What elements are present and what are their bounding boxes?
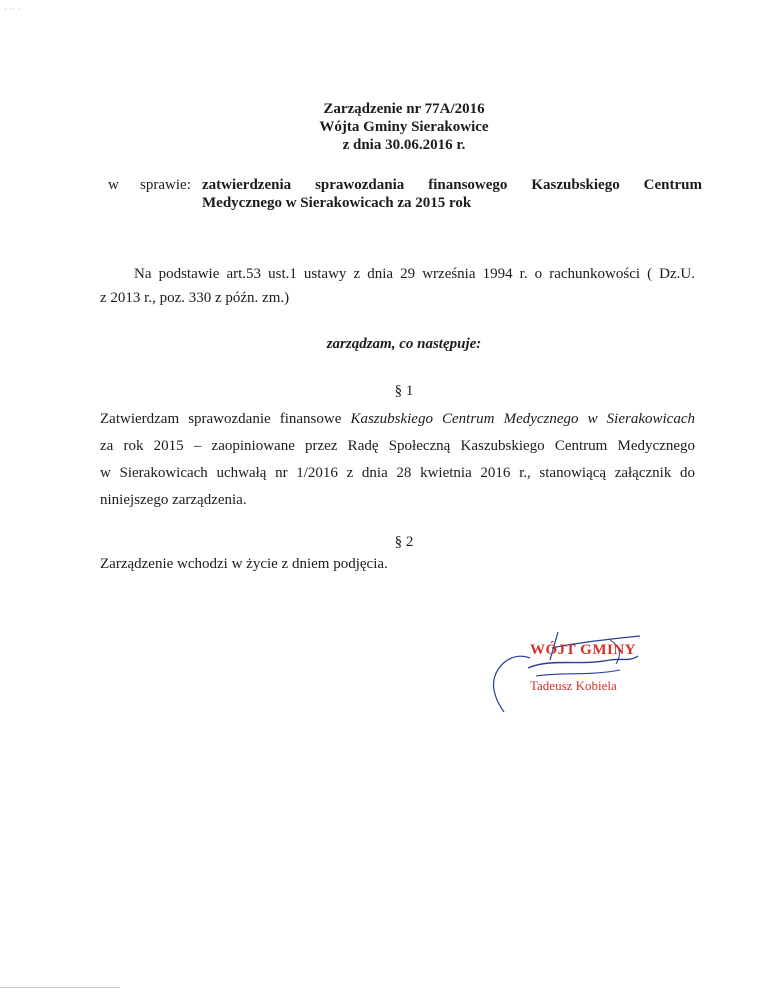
paragraph-1-line-1-text: Zatwierdzam sprawozdanie finansowe	[100, 411, 351, 427]
paragraph-2-body: Zarządzenie wchodzi w życie z dniem podjęcia.	[100, 556, 388, 572]
legal-basis	[100, 262, 695, 310]
subject-w: w	[108, 177, 119, 193]
legal-basis-line-1: Na podstawie art.53 ust.1 ustawy z dnia 29 września 1994 r. o rachunkowości ( Dz.U.	[134, 266, 695, 282]
paragraph-1-heading: § 1	[394, 383, 414, 399]
legal-basis-line-2: z 2013 r., poz. 330 z późn. zm.)	[100, 290, 290, 306]
paragraph-1-line-2: za rok 2015 – zaopiniowane przez Radę Społeczną Kaszubskiego Centrum Medycznego	[100, 438, 695, 454]
stamp-title: WÓJT GMINY	[530, 642, 636, 658]
stamp-name: Tadeusz Kobiela	[530, 678, 617, 693]
handwritten-signature	[470, 620, 670, 720]
paragraph-1-line-1	[100, 406, 695, 433]
paragraph-2-heading: § 2	[394, 534, 414, 550]
signature-stamp	[470, 620, 670, 720]
paragraph-1-line-4: niniejszego zarządzenia.	[100, 492, 247, 508]
issuer: Wójta Gminy Sierakowice	[319, 119, 489, 135]
ordinance-number: Zarządzenie nr 77A/2016	[323, 101, 485, 117]
scan-mark: · ·· ·	[4, 4, 21, 14]
subject-line-2: Medycznego w Sierakowicach za 2015 rok	[202, 195, 472, 211]
decree-phrase: zarządzam, co następuje:	[326, 336, 482, 352]
paragraph-1-body	[100, 406, 695, 514]
scan-edge-line	[0, 987, 120, 988]
ordinance-date: z dnia 30.06.2016 r.	[342, 137, 466, 153]
paragraph-1-line-1-italic: Kaszubskiego Centrum Medycznego w Sierakowicach	[350, 411, 695, 427]
paragraph-1-line-3: w Sierakowicach uchwałą nr 1/2016 z dnia 28 kwietnia 2016 r., stanowiącą załącznik do	[100, 465, 695, 481]
subject-line-1: zatwierdzenia sprawozdania finansowego Kaszubskiego Centrum	[202, 177, 702, 193]
document-header	[0, 100, 768, 154]
subject-label: sprawie:	[140, 177, 191, 193]
